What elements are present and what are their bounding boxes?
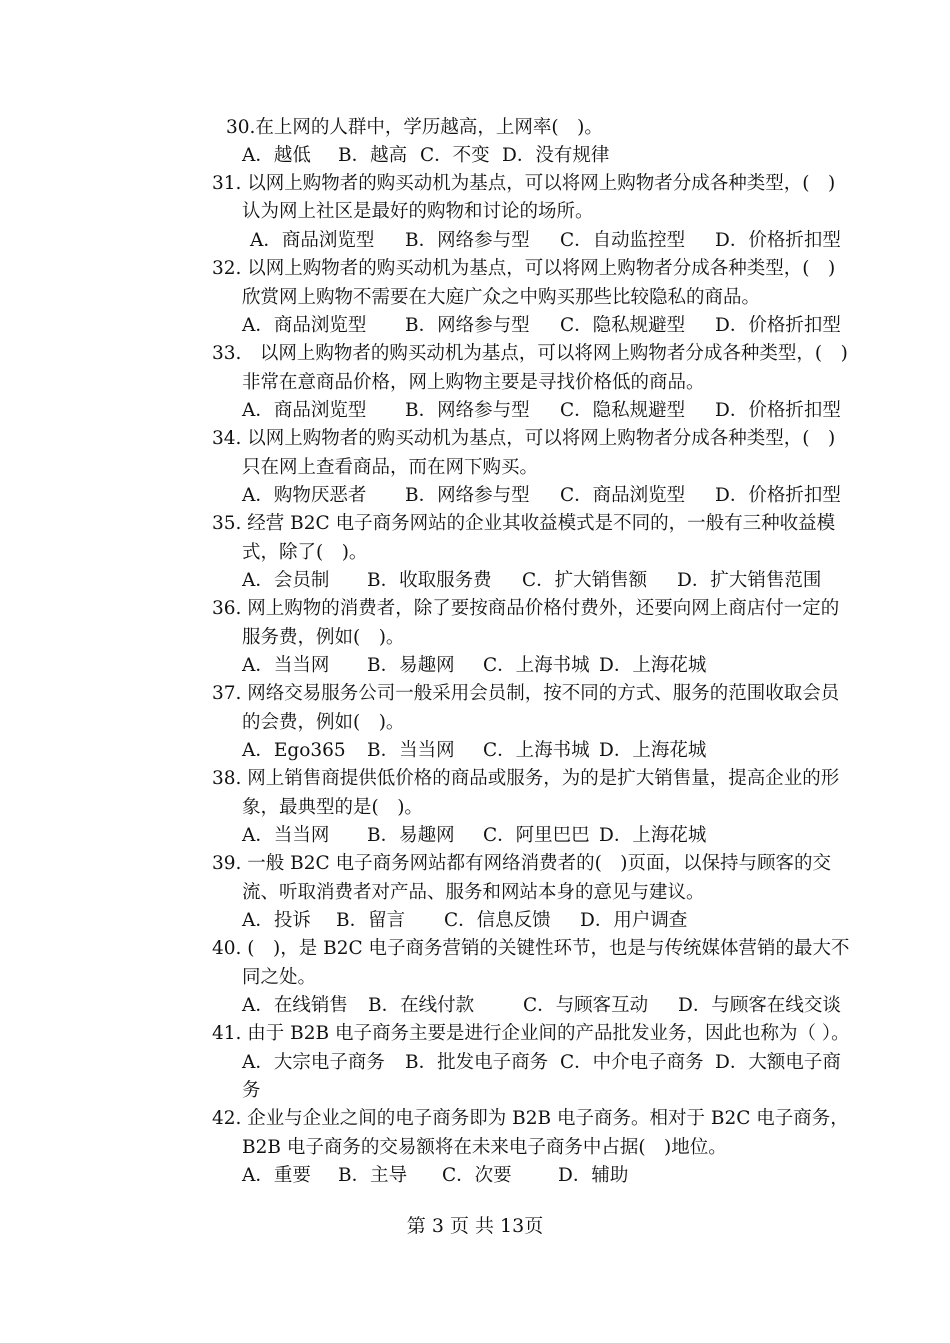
option-a: A．商品浏览型 bbox=[242, 400, 367, 421]
option-c: C．中介电子商务 bbox=[560, 1052, 704, 1073]
option-c: C．上海书城 bbox=[483, 740, 590, 761]
question-30-options bbox=[242, 142, 609, 170]
option-c: C．阿里巴巴 bbox=[483, 825, 590, 846]
question-31-options bbox=[250, 227, 841, 255]
option-b: B．易趣网 bbox=[367, 825, 455, 846]
question-39-options bbox=[242, 907, 687, 935]
question-35-stem-cont: 式，除了( )。 bbox=[242, 542, 368, 563]
question-32-options bbox=[242, 312, 841, 340]
option-b: B．在线付款 bbox=[368, 995, 475, 1016]
question-38-stem-cont: 象，最典型的是( )。 bbox=[242, 797, 423, 818]
option-d: D．上海花城 bbox=[599, 740, 707, 761]
option-a: A．当当网 bbox=[242, 825, 330, 846]
option-b: B．网络参与型 bbox=[405, 315, 530, 336]
option-a: A．商品浏览型 bbox=[250, 230, 375, 251]
question-36-stem: 36. 网上购物的消费者，除了要按商品价格付费外，还要向网上商店付一定的 bbox=[212, 598, 840, 619]
option-c: C．自动监控型 bbox=[560, 230, 686, 251]
question-39-stem: 39. 一般 B2C 电子商务网站都有网络消费者的( )页面，以保持与顾客的交 bbox=[212, 853, 832, 874]
option-a: A．重要 bbox=[242, 1165, 311, 1186]
option-b: B．越高 bbox=[338, 145, 408, 166]
question-39-stem-cont: 流、听取消费者对产品、服务和网站本身的意见与建议。 bbox=[242, 882, 705, 903]
option-a: A．商品浏览型 bbox=[242, 315, 367, 336]
option-c: C．隐私规避型 bbox=[560, 315, 686, 336]
option-c: C．信息反馈 bbox=[444, 910, 551, 931]
question-33-stem-cont: 非常在意商品价格，网上购物主要是寻找价格低的商品。 bbox=[242, 372, 705, 393]
question-41-stem: 41. 由于 B2B 电子商务主要是进行企业间的产品批发业务，因此也称为（ ）。 bbox=[212, 1023, 850, 1044]
option-d: D．价格折扣型 bbox=[715, 400, 841, 421]
option-d: D．辅助 bbox=[558, 1165, 629, 1186]
option-c: C．隐私规避型 bbox=[560, 400, 686, 421]
option-b: B．当当网 bbox=[367, 740, 455, 761]
question-42-options bbox=[242, 1162, 628, 1190]
option-a: A．会员制 bbox=[242, 570, 330, 591]
question-32-stem: 32. 以网上购物者的购买动机为基点，可以将网上购物者分成各种类型，( ) bbox=[212, 258, 836, 279]
question-40-stem: 40. ( )，是 B2C 电子商务营销的关键性环节，也是与传统媒体营销的最大不 bbox=[212, 938, 850, 959]
option-d: D．上海花城 bbox=[599, 655, 707, 676]
question-33-stem: 33. 以网上购物者的购买动机为基点，可以将网上购物者分成各种类型，( ) bbox=[212, 343, 848, 364]
option-b: B．网络参与型 bbox=[405, 485, 530, 506]
option-a: A．Ego365 bbox=[242, 740, 346, 761]
question-41-options-cont: 务 bbox=[242, 1080, 261, 1101]
option-b: B．批发电子商务 bbox=[405, 1052, 549, 1073]
option-d: D．价格折扣型 bbox=[715, 230, 841, 251]
option-d: D．价格折扣型 bbox=[715, 315, 841, 336]
question-33-options bbox=[242, 397, 841, 425]
question-34-stem-cont: 只在网上查看商品，而在网下购买。 bbox=[242, 457, 539, 478]
option-b: B．易趣网 bbox=[367, 655, 455, 676]
question-42-stem: 42. 企业与企业之间的电子商务即为 B2B 电子商务。相对于 B2C 电子商务， bbox=[212, 1108, 849, 1129]
question-42-stem-cont: B2B 电子商务的交易额将在未来电子商务中占据( )地位。 bbox=[242, 1137, 727, 1158]
question-40-options bbox=[242, 992, 841, 1020]
option-a: A．购物厌恶者 bbox=[242, 485, 367, 506]
question-31-stem-cont: 认为网上社区是最好的购物和讨论的场所。 bbox=[242, 201, 594, 222]
question-32-stem-cont: 欣赏网上购物不需要在大庭广众之中购买那些比较隐私的商品。 bbox=[242, 287, 761, 308]
option-d: D．价格折扣型 bbox=[715, 485, 841, 506]
question-34-stem: 34. 以网上购物者的购买动机为基点，可以将网上购物者分成各种类型，( ) bbox=[212, 428, 836, 449]
question-37-options bbox=[242, 737, 706, 765]
option-a: A．在线销售 bbox=[242, 995, 348, 1016]
option-b: B．网络参与型 bbox=[405, 230, 530, 251]
option-d: D．没有规律 bbox=[502, 145, 610, 166]
option-d: D．上海花城 bbox=[599, 825, 707, 846]
option-c: C．与顾客互动 bbox=[523, 995, 649, 1016]
question-30-stem: 30.在上网的人群中，学历越高，上网率( )。 bbox=[226, 117, 603, 138]
question-37-stem-cont: 的会费，例如( )。 bbox=[242, 712, 405, 733]
question-40-stem-cont: 同之处。 bbox=[242, 967, 317, 988]
option-c: C．商品浏览型 bbox=[560, 485, 686, 506]
question-35-stem: 35. 经营 B2C 电子商务网站的企业其收益模式是不同的，一般有三种收益模 bbox=[212, 513, 836, 534]
question-31-stem: 31. 以网上购物者的购买动机为基点，可以将网上购物者分成各种类型，( ) bbox=[212, 173, 836, 194]
option-b: B．主导 bbox=[338, 1165, 408, 1186]
option-d: D．与顾客在线交谈 bbox=[678, 995, 841, 1016]
question-35-options bbox=[242, 567, 821, 595]
option-d: D．用户调查 bbox=[580, 910, 688, 931]
option-b: B．网络参与型 bbox=[405, 400, 530, 421]
question-41-options bbox=[242, 1049, 841, 1077]
option-a: A．当当网 bbox=[242, 655, 330, 676]
option-c: C．上海书城 bbox=[483, 655, 590, 676]
option-a: A．越低 bbox=[242, 145, 311, 166]
option-a: A．投诉 bbox=[242, 910, 311, 931]
option-c: C．不变 bbox=[420, 145, 490, 166]
question-38-options bbox=[242, 822, 706, 850]
option-b: B．收取服务费 bbox=[367, 570, 492, 591]
option-c: C．扩大销售额 bbox=[522, 570, 648, 591]
question-36-stem-cont: 服务费，例如( )。 bbox=[242, 627, 405, 648]
page-footer: 第 3 页 共 13页 bbox=[406, 1215, 544, 1237]
option-d: D．扩大销售范围 bbox=[677, 570, 822, 591]
question-34-options bbox=[242, 482, 841, 510]
option-a: A．大宗电子商务 bbox=[242, 1052, 385, 1073]
question-38-stem: 38. 网上销售商提供低价格的商品或服务，为的是扩大销售量，提高企业的形 bbox=[212, 768, 840, 789]
option-d: D．大额电子商 bbox=[715, 1052, 841, 1073]
question-37-stem: 37. 网络交易服务公司一般采用会员制，按不同的方式、服务的范围收取会员 bbox=[212, 683, 840, 704]
question-36-options bbox=[242, 652, 706, 680]
option-c: C．次要 bbox=[442, 1165, 512, 1186]
option-b: B．留言 bbox=[336, 910, 406, 931]
